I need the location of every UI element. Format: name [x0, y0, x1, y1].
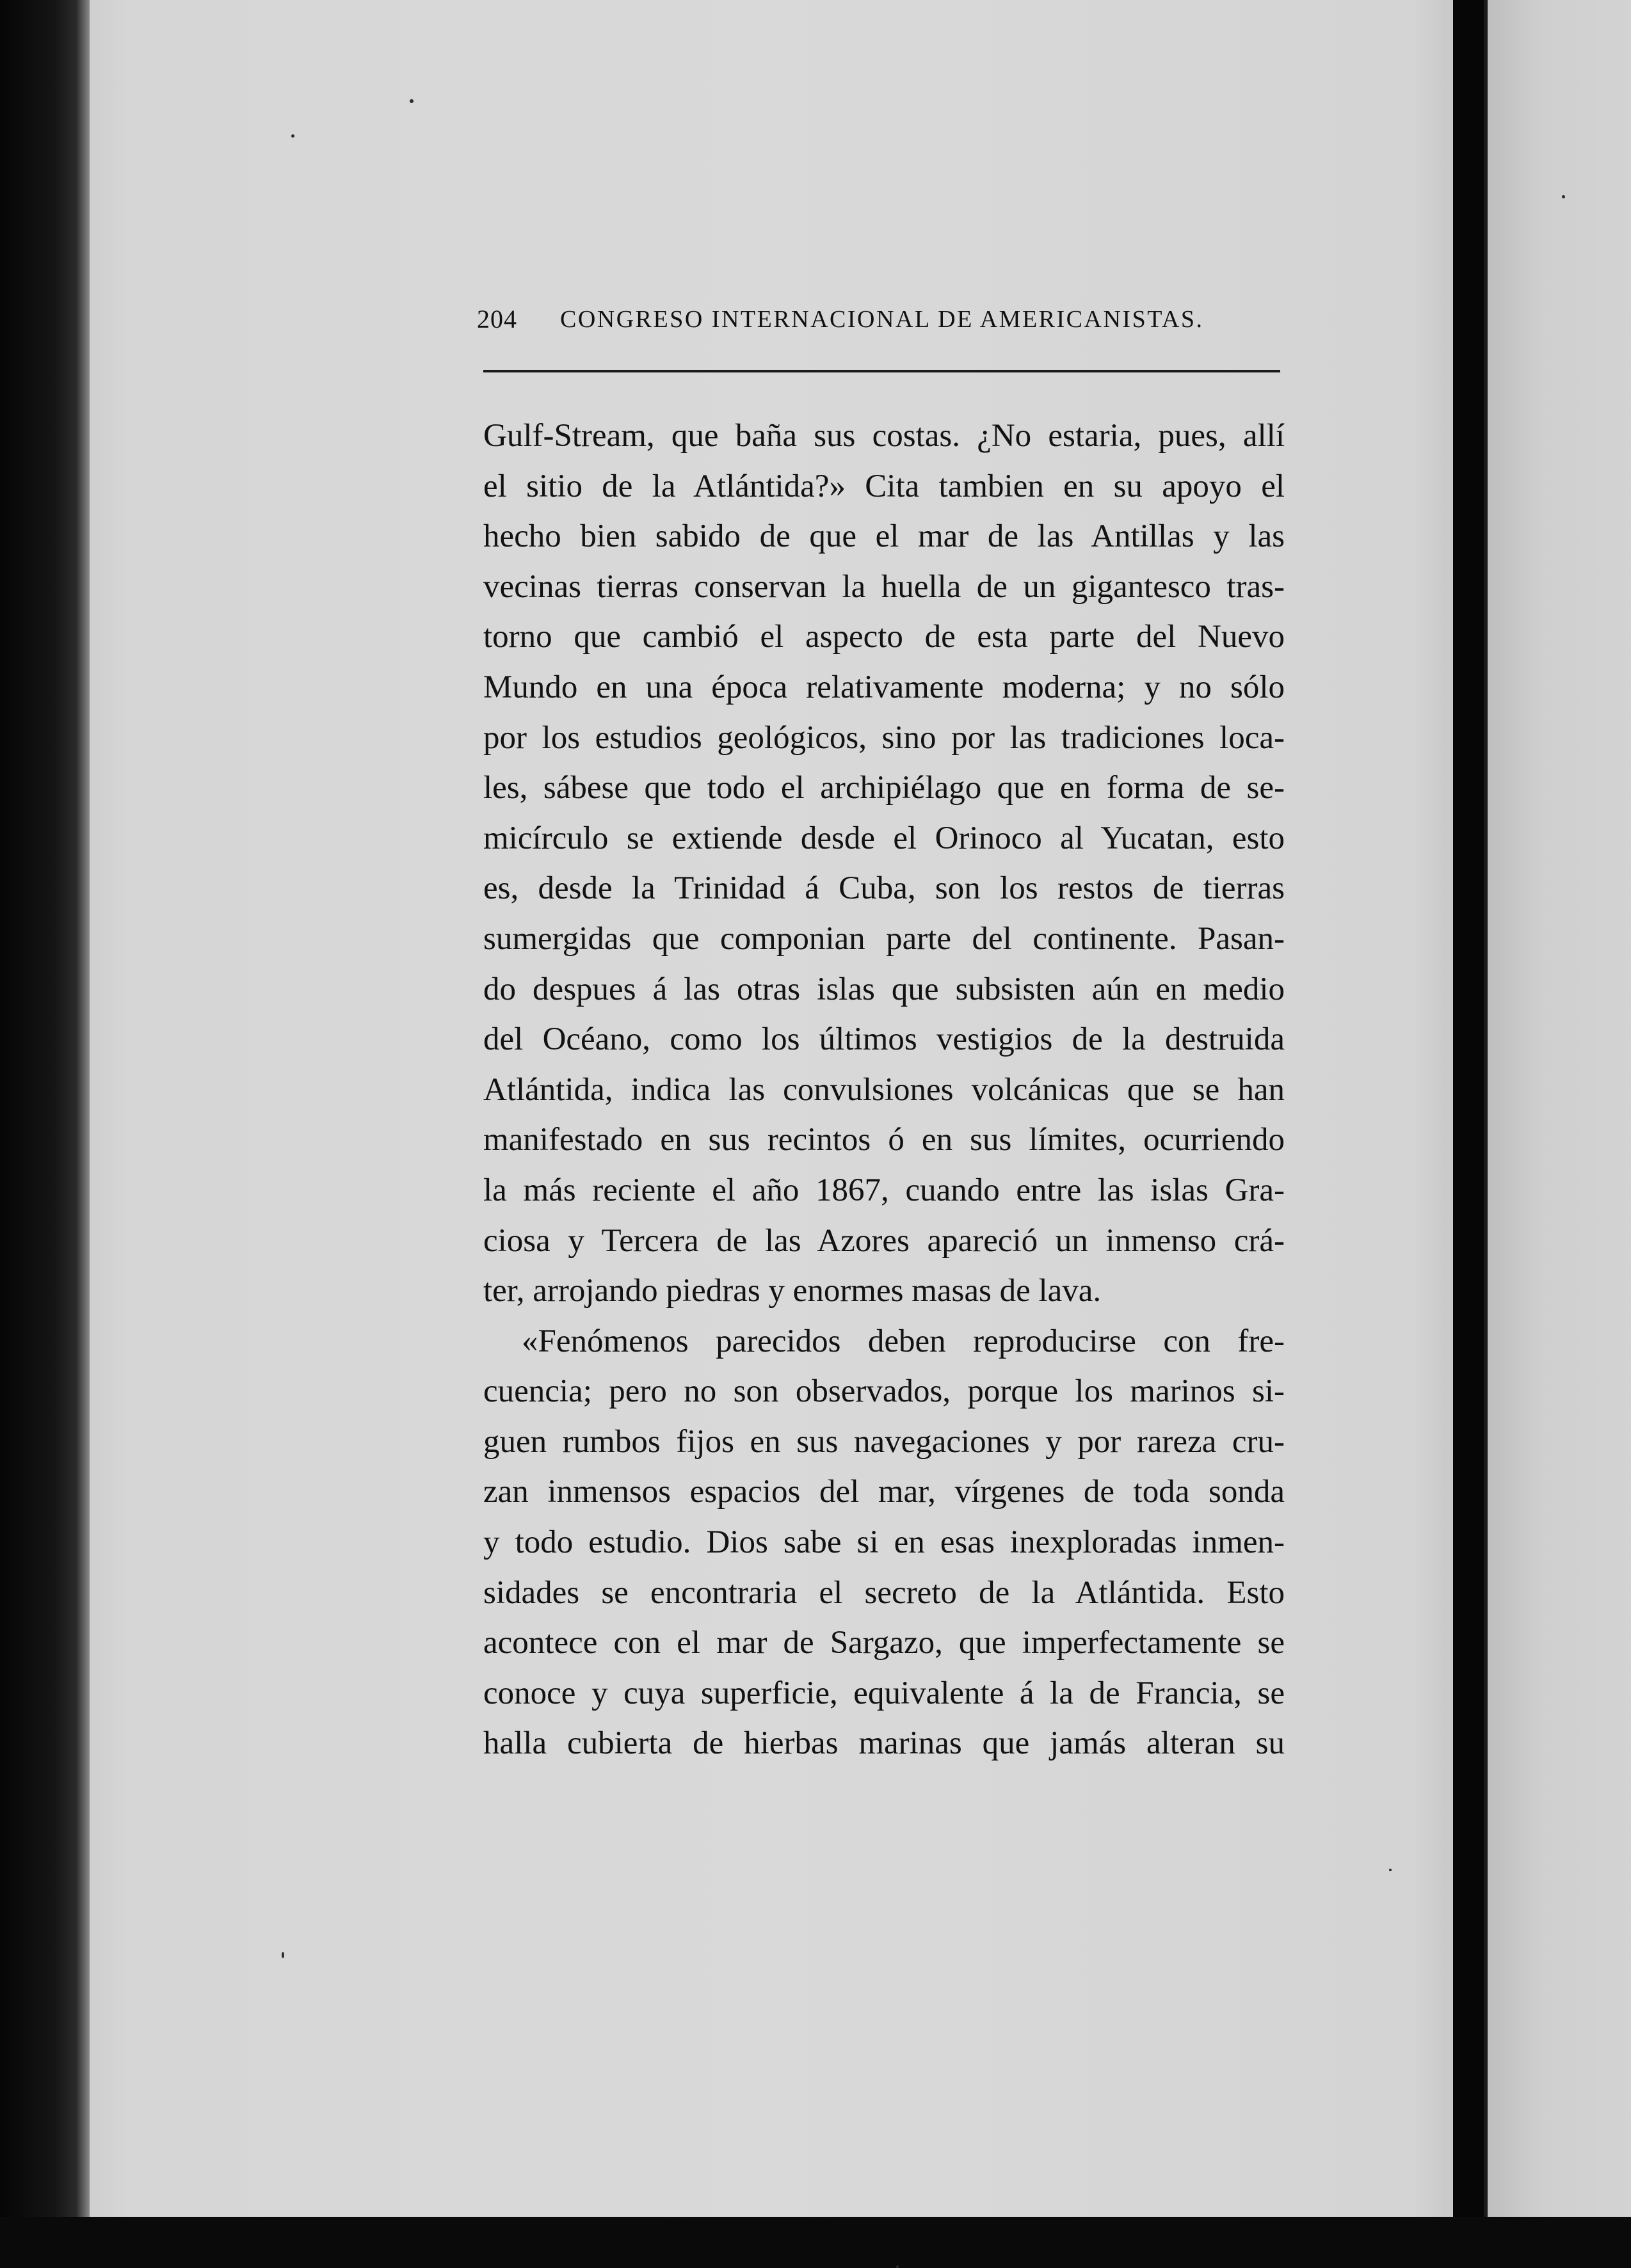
- text-line: do despues á las otras islas que subsisten aún en medio: [483, 971, 1285, 1007]
- text-line: micírculo se extiende desde el Orinoco al Yucatan, esto: [483, 820, 1285, 856]
- scan-speck: [291, 134, 294, 138]
- text-line: les, sábese que todo el archipiélago que en forma de se-: [483, 770, 1285, 806]
- scan-speck: [410, 99, 414, 103]
- text-line: la más reciente el año 1867, cuando entre las islas Gra-: [483, 1172, 1285, 1208]
- text-line: conoce y cuya superficie, equivalente á la de Francia, se: [483, 1675, 1285, 1711]
- text-line: ciosa y Tercera de las Azores apareció un inmenso crá-: [483, 1222, 1285, 1259]
- facing-page-border: [1484, 0, 1488, 2217]
- text-line: vecinas tierras conservan la huella de un gigantesco tras-: [483, 568, 1285, 605]
- scan-speck: [282, 1952, 284, 1958]
- text-line: manifestado en sus recintos ó en sus límites, ocurriendo: [483, 1122, 1285, 1158]
- text-line: guen rumbos fijos en sus navegaciones y por rareza cru-: [483, 1423, 1285, 1460]
- text-line: halla cubierta de hierbas marinas que jamás alteran su: [483, 1725, 1285, 1762]
- text-line: es, desde la Trinidad á Cuba, son los restos de tierras: [483, 870, 1285, 907]
- text-line: cuencia; pero no son observados, porque los marinos si-: [483, 1373, 1285, 1410]
- body-text: [483, 411, 1285, 1769]
- text-line: Gulf-Stream, que baña sus costas. ¿No estaria, pues, allí: [483, 418, 1285, 454]
- text-line: zan inmensos espacios del mar, vírgenes de toda sonda: [483, 1474, 1285, 1510]
- text-line: del Océano, como los últimos vestigios de la destruida: [483, 1021, 1285, 1058]
- header-rule: [483, 370, 1280, 372]
- page-number: 204: [477, 305, 517, 333]
- scan-speck: [1562, 195, 1565, 198]
- text-line: hecho bien sabido de que el mar de las Antillas y las: [483, 518, 1285, 555]
- text-line: Mundo en una época relativamente moderna; y no sólo: [483, 669, 1285, 705]
- text-line: sumergidas que componian parte del continente. Pasan-: [483, 920, 1285, 957]
- scan-speck: [1389, 1869, 1392, 1871]
- running-head: [477, 298, 1277, 342]
- text-line: acontece con el mar de Sargazo, que imperfectamente se: [483, 1625, 1285, 1661]
- paragraph-end-line: ter, arrojando piedras y enormes masas de lava.: [483, 1273, 1102, 1309]
- text-line: el sitio de la Atlántida?» Cita tambien en su apoyo el: [483, 468, 1285, 504]
- text-line: y todo estudio. Dios sabe si en esas inexploradas inmen-: [483, 1524, 1285, 1561]
- scan-left-edge: [0, 0, 90, 2217]
- facing-page-edge: [1484, 0, 1631, 2217]
- paragraph-start-line: «Fenómenos parecidos deben reproducirse con fre-: [522, 1323, 1285, 1359]
- text-line: sidades se encontraria el secreto de la Atlántida. Esto: [483, 1574, 1285, 1611]
- running-title: CONGRESO INTERNACIONAL DE AMERICANISTAS.: [560, 306, 1204, 333]
- text-line: por los estudios geológicos, sino por las tradiciones loca-: [483, 719, 1285, 756]
- text-line: Atlántida, indica las convulsiones volcánicas que se han: [483, 1071, 1285, 1108]
- text-line: torno que cambió el aspecto de esta parte del Nuevo: [483, 619, 1285, 655]
- scan-speck: [896, 2265, 899, 2268]
- book-gutter: [1453, 0, 1484, 2217]
